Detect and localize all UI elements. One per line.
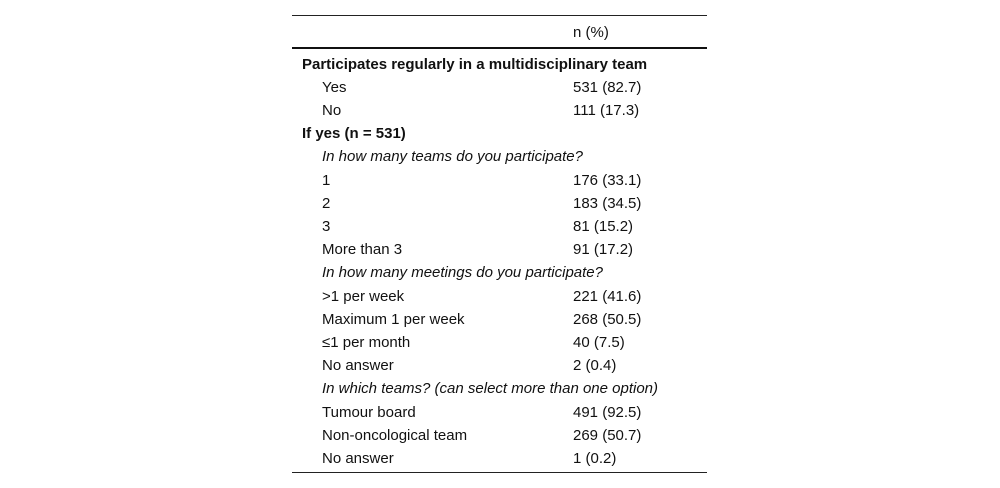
row-value: 183 (34.5) xyxy=(573,195,642,212)
table-header-row xyxy=(292,16,707,47)
question-row xyxy=(292,377,707,401)
section-title-row xyxy=(292,122,707,145)
row-value: 81 (15.2) xyxy=(573,218,634,235)
row-label: 1 xyxy=(322,172,331,189)
row-value: 268 (50.5) xyxy=(573,311,642,328)
table-row xyxy=(292,354,707,377)
section-title-row xyxy=(292,53,707,76)
table-row xyxy=(292,424,707,447)
row-value: 1 (0.2) xyxy=(573,450,617,467)
row-value: 531 (82.7) xyxy=(573,79,642,96)
table-body xyxy=(292,49,707,472)
row-label: More than 3 xyxy=(322,241,403,258)
table-row xyxy=(292,331,707,354)
row-label: >1 per week xyxy=(322,288,405,305)
row-value: 111 (17.3) xyxy=(573,102,640,119)
question-row xyxy=(292,145,707,169)
question-text: In which teams? (can select more than one option) xyxy=(322,380,659,397)
row-value: 269 (50.7) xyxy=(573,427,642,444)
table-row xyxy=(292,401,707,424)
section-title: Participates regularly in a multidisciplinary team xyxy=(302,56,648,73)
question-text: In how many meetings do you participate? xyxy=(322,264,603,281)
question-row xyxy=(292,261,707,285)
table-row xyxy=(292,192,707,215)
row-label: 3 xyxy=(322,218,331,235)
question-text: In how many teams do you participate? xyxy=(322,148,583,165)
table-row xyxy=(292,215,707,238)
row-label: No answer xyxy=(322,357,394,374)
table-row xyxy=(292,238,707,261)
table-row xyxy=(292,308,707,331)
row-label: Maximum 1 per week xyxy=(322,311,465,328)
row-label: No answer xyxy=(322,450,394,467)
table-row xyxy=(292,285,707,308)
row-label: 2 xyxy=(322,195,331,212)
row-value: 176 (33.1) xyxy=(573,172,642,189)
row-value: 40 (7.5) xyxy=(573,334,625,351)
row-label: ≤1 per month xyxy=(322,334,411,351)
table-row xyxy=(292,169,707,192)
table-row xyxy=(292,447,707,470)
row-value: 491 (92.5) xyxy=(573,404,642,421)
row-label: Tumour board xyxy=(322,404,416,421)
survey-table xyxy=(292,15,707,473)
row-label: No xyxy=(322,102,342,119)
table-row xyxy=(292,76,707,99)
table-row xyxy=(292,99,707,122)
row-value: 221 (41.6) xyxy=(573,288,642,305)
row-value: 2 (0.4) xyxy=(573,357,617,374)
row-label: Yes xyxy=(322,79,347,96)
table-bottom-rule xyxy=(292,472,707,473)
column-header-n-percent: n (%) xyxy=(573,24,609,41)
row-value: 91 (17.2) xyxy=(573,241,634,258)
section-title: If yes (n = 531) xyxy=(302,125,406,142)
row-label: Non-oncological team xyxy=(322,427,468,444)
